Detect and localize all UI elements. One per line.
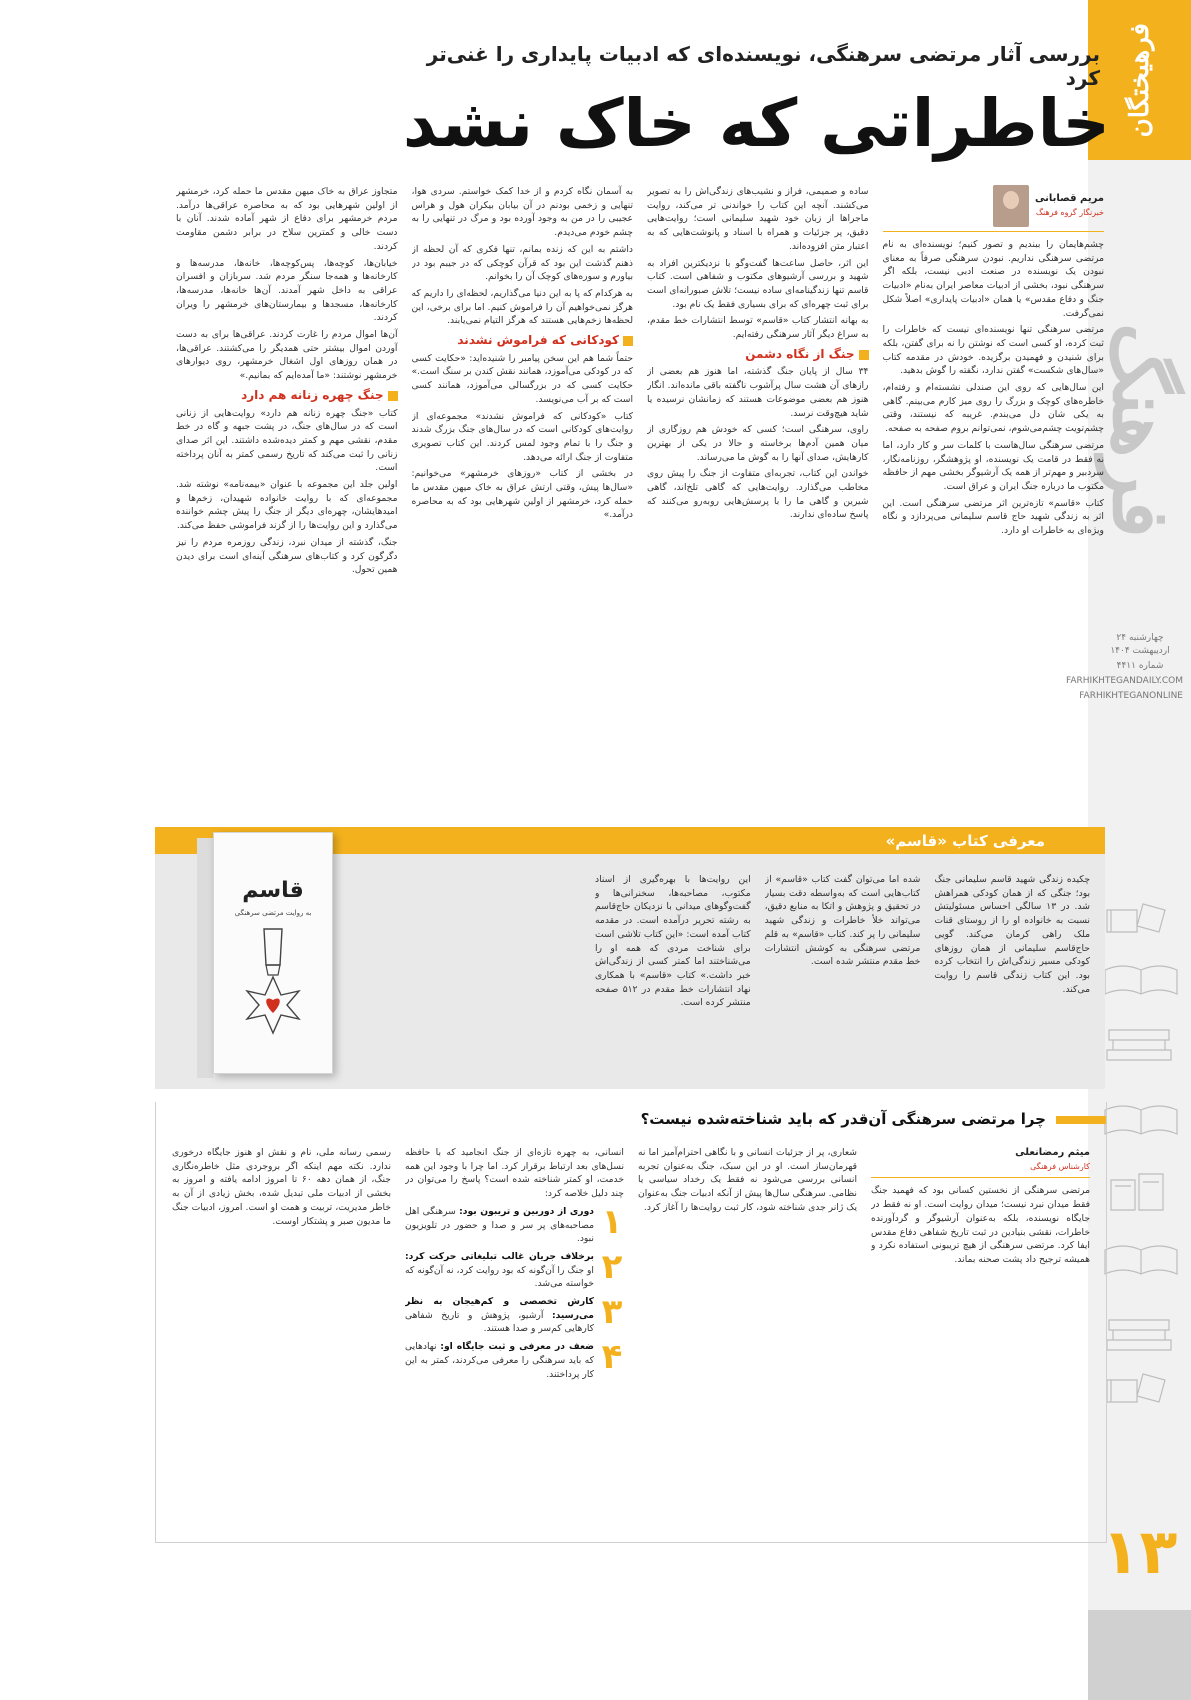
section-title: فرهنگ [1095,322,1186,538]
paragraph: حتماً شما هم این سخن پیامبر را شنیده‌اید: «حکایت کسی که در کودکی می‌آموزد، همانند نقش کندن بر سنگ است.» حکایت کسی که در بزرگسالی می‌آموزد، همانند کسی است که بر آب می‌نویسد. [411,352,633,405]
book-intro-title: معرفی کتاب «قاسم» [885,832,1045,850]
bottom-column-2 [638,1146,857,1536]
paragraph: اولین جلد این مجموعه با عنوان «بیمه‌نامه» نوشته شد. مجموعه‌ای که با روایت خانواده شهیدان، زخم‌ها و امیدهایشان، چهره‌ای دیگر از جنگ را پیش چشم خواننده می‌گذارد و این روایت‌ها را از گزند فراموشی حفظ می‌کند. [176,479,398,532]
article-body [176,185,1104,825]
book-intro-column-2: شده اما می‌توان گفت کتاب «قاسم» از کتاب‌هایی است که به‌واسطه دقت بسیار در تحقیق و پژوهش و اتکا به منابع دقیق، می‌تواند خلأ خاطرات و زندگی شهید سلیمانی را پر کند. کتاب «قاسم» به قلم مرتضی سرهنگی به کوشش انتشارات خط مقدم منتشر شده است. [764,874,921,968]
paragraph: کتاب «جنگ چهره زنانه هم دارد» روایت‌هایی از زنانی است که در سال‌های جنگ، در پشت جبهه و گاه در خط مقدم، نقشی مهم و کمتر دیده‌شده داشتند. این اثر صدای زنانی را ثبت می‌کند که تاریخ رسمی کمتر به آنان پرداخته است. [176,407,398,474]
bottom-author-text [1015,1146,1090,1173]
paragraph: جنگ، گذشته از میدان نبرد، زندگی روزمره مردم را نیز دگرگون کرد و کتاب‌های سرهنگی آینه‌ای است برای دیدن همین تحول. [176,536,398,576]
bottom-column-1 [871,1146,1090,1536]
bottom-article [155,1102,1107,1543]
paragraph: متجاوز عراق به خاک میهن مقدس ما حمله کرد، خرمشهر از اولین شهرهایی بود که به محاصره عراقی‌ها درآمد. مردم خرمشهر برای دفاع از شهر آماده شدند. آنان با دست خالی و کمترین سلاح در برابر دشمن مقاومت کردند. [176,186,398,252]
bottom-column-3 [405,1146,624,1536]
author-role: خبرنگار گروه فرهنگ [1035,208,1104,217]
subhead-children: کودکانی که فراموش نشدند [412,334,634,348]
bottom-title: چرا مرتضی سرهنگی آن‌قدر که باید شناخته‌شده نیست؟ [640,1110,1046,1128]
headline: خاطراتی که خاک نشد [402,85,1110,162]
page-number: ۱۳ [1101,1515,1178,1588]
paragraph: مرتضی سرهنگی سال‌هاست با کلمات سر و کار دارد، اما نه فقط در قامت یک نویسنده، او پژوهشگر، روزنامه‌نگار، سردبیر و مهم‌تر از همه یک آرشیوگر بخشی مهم از حافظه مکتوب ما درباره جنگ ایران و عراق است. [882,439,1104,492]
paragraph: کتاب «قاسم» تازه‌ترین اثر مرتضی سرهنگی است. این اثر به زندگی شهید حاج قاسم سلیمانی می‌پردازد و نگاه ویژه‌ای به خاطرات او دارد. [882,497,1104,537]
reason-number: ۲ [601,1246,623,1287]
article-column-2 [647,185,869,825]
side-bottom-bar [1088,1610,1191,1700]
article-column-4 [176,185,398,825]
issue-date: چهارشنبه ۲۴ اردیبهشت ۱۴۰۴ [1110,633,1170,656]
paragraph: رسمی رسانه ملی، نام و نقش او هنوز جایگاه درخوری ندارد. نکته مهم اینکه اگر بروجردی مثل خاطره‌نگاری جنگ، از همان دهه ۶۰ تا امروز ادامه یافته و امروز به بخشی از ادبیات ملی تبدیل شده، بخش زیادی از آن به خاطر مدیریت، تربیت و همت او است. امروز، ادبیات جنگ ما مدیون صبر و پشتکار اوست. [172,1147,391,1227]
author-text [1035,192,1104,219]
book-spine [197,838,213,1078]
paragraph: به بهانه انتشار کتاب «قاسم» توسط انتشارات خط مقدم، به سراغ دیگر آثار سرهنگی رفته‌ایم. [647,315,869,341]
article-column-1 [883,185,1105,825]
paragraph: راوی، سرهنگی است؛ کسی که خودش هم روزگاری از میان همین آدم‌ها برخاسته و حالا در یکی از بهترین کارهایش، صدای آنها را به گوش ما می‌رساند. [647,424,869,463]
subhead-women: جنگ چهره زنانه هم دارد [176,389,398,403]
kicker: بررسی آثار مرتضی سرهنگی، نویسنده‌ای که ادبیات پایداری را غنی‌تر کرد [426,42,1100,90]
reason-number: ۴ [601,1337,623,1378]
paragraph: آن‌ها اموال مردم را غارت کردند. عراقی‌ها برای به دست آوردن اموال بیشتر حتی همدیگر را می‌کشتند. عراقی‌ها، در همان روزهای اول اشغال خرمشهر، روی دیوارهای خرمشهر نوشتند: «ما آمده‌ایم که بمانیم.» [176,329,398,382]
paragraph: خواندن این کتاب، تجربه‌ای متفاوت از جنگ را پیش روی مخاطب می‌گذارد. روایت‌هایی که گاهی تلخ‌اند، گاهی شیرین و گاهی ما را با پرسش‌هایی روبه‌رو می‌کنند که پاسخ ساده‌ای ندارند. [647,468,869,521]
reason-text: آرشیو، پژوهش و تاریخ شفاهی کارهایی کم‌سر و صدا هستند. [405,1309,594,1335]
paragraph: این اثر، حاصل ساعت‌ها گفت‌وگو با نزدیکترین افراد به شهید و بررسی آرشیوهای مکتوب و شفاهی است. کتاب قاسم تنها زندگینامه‌ای ساده نیست؛ تلاش صبورانه‌ای است برای ثبت چهره‌ای که برای بسیاری فقط یک نام بود. [647,257,869,310]
bottom-title-accent [1056,1116,1106,1124]
reason-title: برخلاف جریان غالب تبلیغاتی حرکت کرد: [405,1250,594,1262]
issue-number: شماره ۴۴۱۱ [1116,661,1164,671]
book-cover [197,832,337,1077]
book-intro-columns [595,873,1090,1083]
paragraph: خیابان‌ها، کوچه‌ها، پس‌کوچه‌ها، خانه‌ها، مدرسه‌ها و کارخانه‌ها و همه‌جا سنگر مردم شد. سربازان و افسران عراقی به داخل شهر آمدند. آن‌ها خانه‌ها، مدرسه‌ها، کارخانه‌ها، مسجدها و بیمارستان‌های خرمشهر را ویران کردند. [176,257,398,324]
paragraph: در بخشی از کتاب «روزهای خرمشهر» می‌خوانیم: «سال‌ها پیش، وقتی ارتش عراق به خاک میهن مقدس ما حمله کرد، خرمشهر از اولین شهرهایی بود که به محاصره درآمد.» [411,468,633,521]
reason-text: نهادهایی که باید سرهنگی را معرفی می‌کردند، کمتر به این کار پرداختند. [405,1341,594,1380]
book-intro-box [155,827,1105,1089]
newspaper-logo: فرهیختگان [1124,22,1155,138]
paragraph: شعاری، پر از جزئیات انسانی و با نگاهی احترام‌آمیز اما نه قهرمان‌ساز است. او در این سبک، جنگ به‌عنوان تجربه انسانی بررسی می‌شود نه فقط یک رخداد سیاسی یا نظامی. سرهنگی سال‌ها پیش از آنکه ادبیات جنگ به‌عنوان یک ژانر جدی شناخته شود، کار ثبت روایت‌ها را آغاز کرد. [638,1147,857,1213]
paragraph: داشتم به این که زنده بمانم، تنها فکری که آن لحظه از ذهنم گذشت این بود که قرآن کوچکی که در جیبم بود در بیاورم و سوره‌های کوچک آن را بخوانم. [411,243,633,283]
reason-number: ۱ [601,1201,623,1242]
reason-title: ضعف در معرفی و ثبت جایگاه او: [440,1341,595,1353]
reason-title: دوری از دوربین و تریبون بود: [459,1205,595,1217]
bottom-author-role: کارشناس فرهنگی [1030,1161,1090,1171]
bottom-columns [172,1146,1090,1536]
author-avatar [993,185,1029,227]
book-intro-column-3: این روایت‌ها با بهره‌گیری از اسناد مکتوب، مصاحبه‌ها، سخنرانی‌ها و گفت‌وگوهای میدانی با نزدیکان حاج‌قاسم به رشته تحریر درآمده است. در مقدمه کتاب آمده است: «این کتاب تلاشی است برای شناخت مردی که همه او را می‌شناختند اما کمتر کسی از زندگی‌اش خبر داشت.» کتاب «قاسم» با همکاری نهاد انتشارات خط مقدم در ۵۱۲ صفحه منتشر کرده است. [594,874,751,1009]
reason-text: او جنگ را آن‌گونه که بود روایت کرد، نه آن‌گونه که خواسته می‌شد. [405,1264,594,1290]
issue-info [1066,630,1183,705]
reason-number: ۳ [601,1292,623,1333]
article-column-3 [412,185,634,825]
reason-item [405,1337,624,1381]
author-name: مریم قصابانی [1034,193,1104,205]
social-handle[interactable]: FARHIKHTEGANONLINE [1079,691,1183,701]
paragraph: ساده و صمیمی، فراز و نشیب‌های زندگی‌اش را به تصویر می‌کشند. آنچه این کتاب را خواندنی تر می‌کند، روایت ماجراها از زبان خود شهید سلیمانی است؛ روایت‌هایی دقیق، پر جزئیات و همراه با اسناد و پانوشت‌هایی که به اعتبار متن افزوده‌اند. [647,186,869,252]
bottom-author-box [871,1146,1090,1178]
paragraph: انسانی، به چهره تازه‌ای از جنگ انجامید که با حافظه نسل‌های بعد ارتباط برقرار کرد. اما چرا با وجود این همه خدمت، او کمتر شناخته شده است؟ پاسخ را می‌توان در چند دلیل خلاصه کرد: [405,1147,624,1200]
paragraph: به آسمان نگاه کردم و از خدا کمک خواستم. سردی هوا، تنهایی و زخمی بودنم در آن بیابان بیکران هول و هراس عجیبی را در من به وجود آورده بود و مرگ در تنهایی را به چشم خودم می‌دیدم. [411,186,633,239]
reason-item [405,1292,624,1336]
paragraph: مرتضی سرهنگی از نخستین کسانی بود که فهمید جنگ فقط میدان نبرد نیست؛ میدان روایت است. او نه فقط در جایگاه نویسنده، بلکه به‌عنوان آرشیوگر و گردآورنده خاطرات، نقشی بنیادین در ثبت تاریخ شفاهی دفاع مقدس ایفا کرد. مرتضی سرهنگی از هیچ تریبونی استفاده نکرد و همیشه ترجیح داد پشت صحنه بماند. [871,1185,1090,1265]
book-front [213,832,333,1074]
paragraph: به هرکدام که پا به این دنیا می‌گذاریم، لحظه‌ای را داریم که هرگز نمی‌خواهیم آن را فراموش کنیم. اما برای برخی، این لحظه‌ها زخم‌هایی هستند که هرگز التیام نمی‌یابند. [411,287,633,327]
reason-item [405,1246,624,1291]
reason-title: کارش تخصصی و کم‌هیجان به نظر می‌رسید: [405,1296,594,1321]
paragraph: مرتضی سرهنگی تنها نویسنده‌ای نیست که خاطرات را ثبت کرده، او کسی است که نوشتن را نه برای گفتن، بلکه برای شنیدن و فهمیدن برگزیده. خودش در مقدمه کتاب «سال‌های شکست» گفتن ندارد، نگفته را گوش بدهید. [882,324,1104,377]
book-cover-title: قاسم [242,878,304,903]
paragraph: چشم‌هایمان را ببندیم و تصور کنیم؛ نویسنده‌ای به نام مرتضی سرهنگی نداریم. نبودن سرهنگی صرفاً به معنای نبودن یک نویسنده در صنعت ادبی نیست، بلکه اگر سرهنگی نبود، بخشی از ادبیات معاصر ایران به‌نام «ادبیات جنگ و دفاع مقدس» یا همان «ادبیات پایداری» اصلاً شکل نمی‌گرفت. [882,239,1104,319]
books-decoration-icon [1097,890,1183,1410]
book-intro-column-1: چکیده زندگی شهید قاسم سلیمانی جنگ بود؛ جنگی که از همان کودکی همراهش شد. در ۱۳ سالگی احساس مسئولیتش نسبت به خانواده او را از روستای قنات ملک راهی کرمان می‌کند. گویی حاج‌قاسم سلیمانی از همان روزهای کودکی مسیر زندگی‌اش را انتخاب کرده بود. این کتاب زندگی قاسم را روایت می‌کند. [934,874,1090,995]
medal-icon [214,925,332,1075]
bottom-column-4 [172,1146,391,1536]
bottom-author-name: میثم رمضانعلی [1015,1147,1090,1158]
reason-item [405,1201,624,1246]
website-url[interactable]: FARHIKHTEGANDAILY.COM [1066,676,1183,686]
paragraph: کتاب «کودکانی که فراموش نشدند» مجموعه‌ای از روایت‌های کودکانی است که در سال‌های جنگ بزرگ شدند و جنگ را با تمام وجود لمس کردند. این کتاب تصویری متفاوت از جنگ ارائه می‌دهد. [411,410,633,463]
book-cover-subtitle: به روایت مرتضی سرهنگی [234,909,312,917]
author-box [883,185,1105,232]
paragraph: ۳۴ سال از پایان جنگ گذشته، اما هنوز هم بعضی از رازهای آن هشت سال پرآشوب ناگفته باقی مانده‌اند. انگار هنوز هم بعضی موضوعات هستند که زمانشان نرسیده یا شاید هیچ‌وقت نرسد. [647,366,869,419]
paragraph: این سال‌هایی که روی این صندلی نشسته‌ام و رفته‌ام، خاطره‌های کوچک و بزرگ را روی میز کارم می‌بینم. گاهی به یکی شان دل می‌بندم. غریبه که نیستند، وقتی چشم‌تویت چشم‌می‌شوم، نمی‌توانم بروم صفحه به صفحه. [882,382,1104,435]
subhead-enemy: جنگ از نگاه دشمن [647,348,869,362]
reason-text: سرهنگی اهل مصاحبه‌های پر سر و صدا و حضور در تلویزیون نبود. [405,1205,594,1245]
